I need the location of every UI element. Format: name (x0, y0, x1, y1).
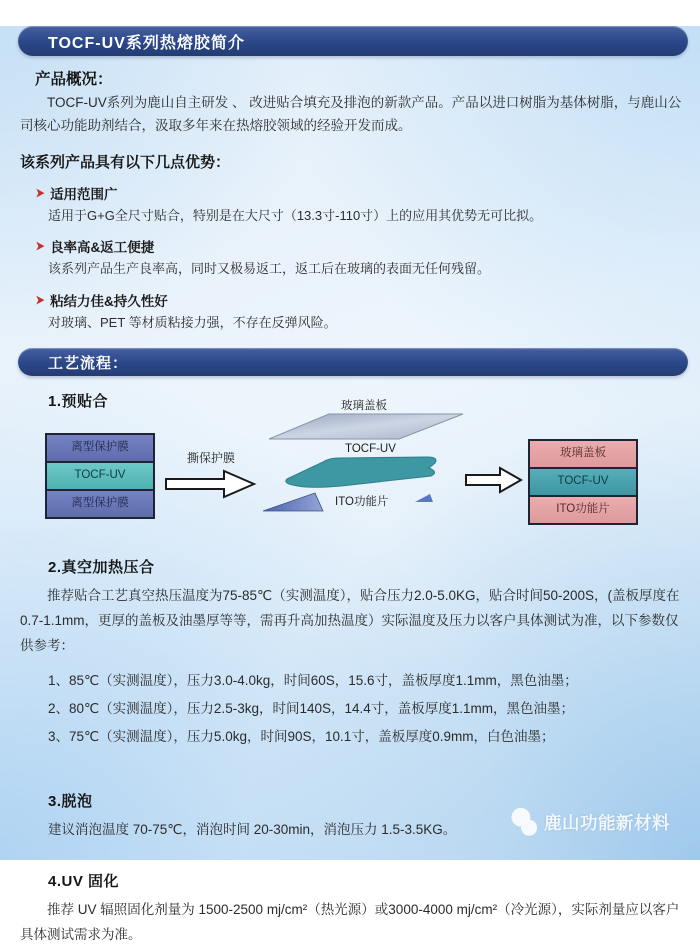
step4-heading: 4.UV 固化 (48, 873, 120, 891)
parameter-line: 1、85℃（实测温度），压力3.0-4.0kg，时间60S，15.6寸，盖板厚度1.1mm，黑色油墨； (48, 673, 578, 689)
title-banner-text: TOCF-UV系列热熔胶简介 (48, 34, 245, 52)
right-arrow-icon (164, 468, 258, 500)
advantage-title-text: 粘结力佳&持久性好 (50, 293, 168, 309)
advantage-item (35, 290, 684, 333)
step2-body: 推荐贴合工艺真空热压温度为75-85℃（实测温度），贴合压力2.0-5.0KG，贴合时间50-200S，(盖板厚度在 0.7-1.1mm，更厚的盖板及油墨厚等等，需再升高加热温度）实际温度及压力以客户具体测试为准，以下参数仅供参考： (20, 588, 680, 654)
tocf-uv-label: TOCF-UV (345, 443, 396, 456)
title-banner (18, 26, 688, 56)
ito-film-label: ITO功能片 (335, 496, 389, 509)
document-page (0, 26, 700, 943)
step4-body: 推荐 UV 辐照固化剂量为 1500-2500 mj/cm²（热光源）或3000-4000 mj/cm²（冷光源），实际剂量应以客户具体测试需求为准。 (20, 902, 680, 943)
advantage-desc: 适用于G+G全尺寸贴合，特别是在大尺寸（13.3寸-110寸）上的应用其优势无可比拟。 (48, 207, 543, 223)
advantage-title-text: 良率高&返工便捷 (50, 240, 155, 256)
advantage-title (35, 183, 684, 203)
watermark (508, 806, 670, 838)
glass-plate-graphic (267, 412, 465, 442)
ito-film-layer: ITO功能片 (528, 495, 638, 525)
parameter-line: 3、75℃（实测温度），压力5.0kg，时间90S，10.1寸，盖板厚度0.9mm，白色油墨； (48, 728, 555, 744)
advantage-title (35, 236, 684, 256)
advantage-desc: 该系列产品生产良率高，同时又极易返工，返工后在玻璃的表面无任何残留。 (48, 261, 491, 277)
step2-heading: 2.真空加热压合 (48, 559, 155, 577)
advantage-title (35, 290, 684, 310)
tocf-uv-layer: TOCF-UV (45, 461, 155, 491)
right-arrow-icon (464, 465, 524, 495)
peel-film-label: 撕保护膜 (186, 451, 235, 466)
laminate-step (464, 465, 524, 500)
diamond-arrow-icon: ➤ (35, 184, 46, 201)
step1-heading: 1.预贴合 (48, 393, 109, 411)
exploded-layers-view (263, 397, 471, 542)
tocf-uv-film-graphic (277, 455, 455, 489)
overview-body: TOCF-UV系列为鹿山自主研发 、 改进贴合填充及排泡的新款产品。产品以进口树脂为基体树脂，与鹿山公司核心功能助剂结合，汲取多年来在热熔胶领域的经验开发而成。 (20, 95, 682, 133)
release-film-layer: 离型保护膜 (45, 433, 155, 463)
deer-logo-icon (508, 806, 542, 838)
advantages-heading: 该系列产品具有以下几点优势： (20, 153, 231, 171)
glass-cover-layer: 玻璃盖板 (528, 439, 638, 469)
film-stack-before (45, 433, 155, 519)
watermark-text: 鹿山功能新材料 (544, 812, 670, 833)
advantage-title-text: 适用范围广 (50, 186, 118, 202)
parameter-line: 2、80℃（实测温度），压力2.5-3kg，时间140S，14.4寸，盖板厚度1.1mm，黑色油墨； (48, 700, 575, 716)
overview-heading: 产品概况： (35, 71, 113, 88)
process-banner-text: 工艺流程： (48, 354, 129, 372)
peel-film-step (162, 449, 260, 505)
tocf-uv-layer: TOCF-UV (528, 467, 638, 497)
advantage-desc: 对玻璃、PET 等材质粘接力强，不存在反弹风险。 (48, 314, 337, 330)
step3-body: 建议消泡温度 70-75℃，消泡时间 20-30min，消泡压力 1.5-3.5KG。 (48, 822, 457, 838)
laminated-stack-after (528, 439, 638, 525)
diamond-arrow-icon: ➤ (35, 291, 46, 308)
diamond-arrow-icon: ➤ (35, 238, 46, 255)
advantage-item (35, 236, 684, 279)
ito-plate-graphic (263, 489, 327, 513)
parameter-list (48, 667, 686, 750)
release-film-layer: 离型保护膜 (45, 489, 155, 519)
step3-heading: 3.脱泡 (48, 793, 93, 811)
glass-cover-label: 玻璃盖板 (341, 400, 387, 413)
process-banner (18, 348, 688, 376)
ito-plate-fragment-graphic (415, 493, 435, 504)
advantage-item (35, 183, 684, 226)
